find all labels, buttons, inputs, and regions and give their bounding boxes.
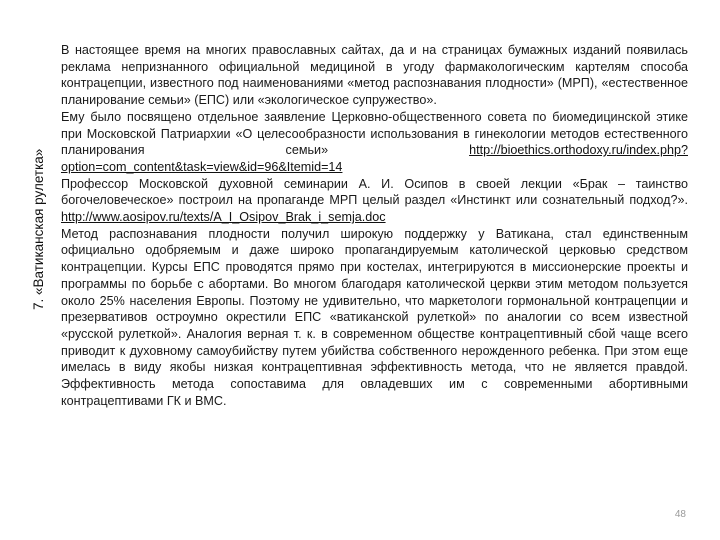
page-number: 48	[674, 509, 686, 520]
paragraph-1: В настоящее время на многих православных сайтах, да и на страницах бумажных изданий появилась реклама непризнанного официальной медициной в угоду фармакологическим картелям способа контрацепции, известного под наименованиями «метод распознавания плодности» (МРП), «естественное планирование семьи» (ЕПС) или «экологическое супружество».	[61, 43, 688, 108]
bioethics-link[interactable]: http://bioethics.orthodoxy.ru/index.php?option=com_content&task=view&id=96&Itemid=14	[61, 143, 688, 174]
paragraph-2	[61, 109, 688, 176]
body-text	[61, 42, 688, 409]
paragraph-2-text: Ему было посвящено отдельное заявление Церковно-общественного совета по биомедицинской этике при Московской Патриархии «О целесообразности использования в гинекологии методов естественного планирования семьи»	[61, 109, 688, 158]
paragraph-3-text: Профессор Московской духовной семинарии А. И. Осипов в своей лекции «Брак – таинство богочеловеческое» построил на пропаганде МРП целый раздел «Инстинкт или сознательный подход?».	[61, 176, 688, 208]
osipov-link[interactable]: http://www.aosipov.ru/texts/A_I_Osipov_Brak_i_semja.doc	[61, 210, 386, 225]
paragraph-3	[61, 176, 688, 226]
slide-title-vertical	[18, 40, 58, 310]
slide-title-text: 7. «Ватиканская рулетка»	[31, 148, 46, 310]
paragraph-4: Метод распознавания плодности получил широкую поддержку у Ватикана, стал единственным официально одобряемым и даже широко пропагандируемым католической церковью средством контрацепции. Курсы ЕПС проводятся прямо при костелах, интегрируются в миссионерские проекты и программы по борьбе с абортами. Во многом благодаря католической церкви этим методом пользуется около 25% населения Европы. Поэтому не удивительно, что маркетологи гормональной контрацепции и презервативов остроумно окрестили ЕПС «ватиканской рулеткой» по аналогии со всем известной «русской рулеткой». Аналогия верная т. к. в современном обществе контрацептивный сбой чаще всего приводит к духовному самоубийству путем убийства собственного нерожденного ребенка. При этом еще имелась в виду якобы низкая контрацептивная эффективность метода, что не является правдой. Эффективность метода сопоставима для овладевших им с современными абортивными контрацептивами ГК и ВМС.	[61, 226, 688, 408]
